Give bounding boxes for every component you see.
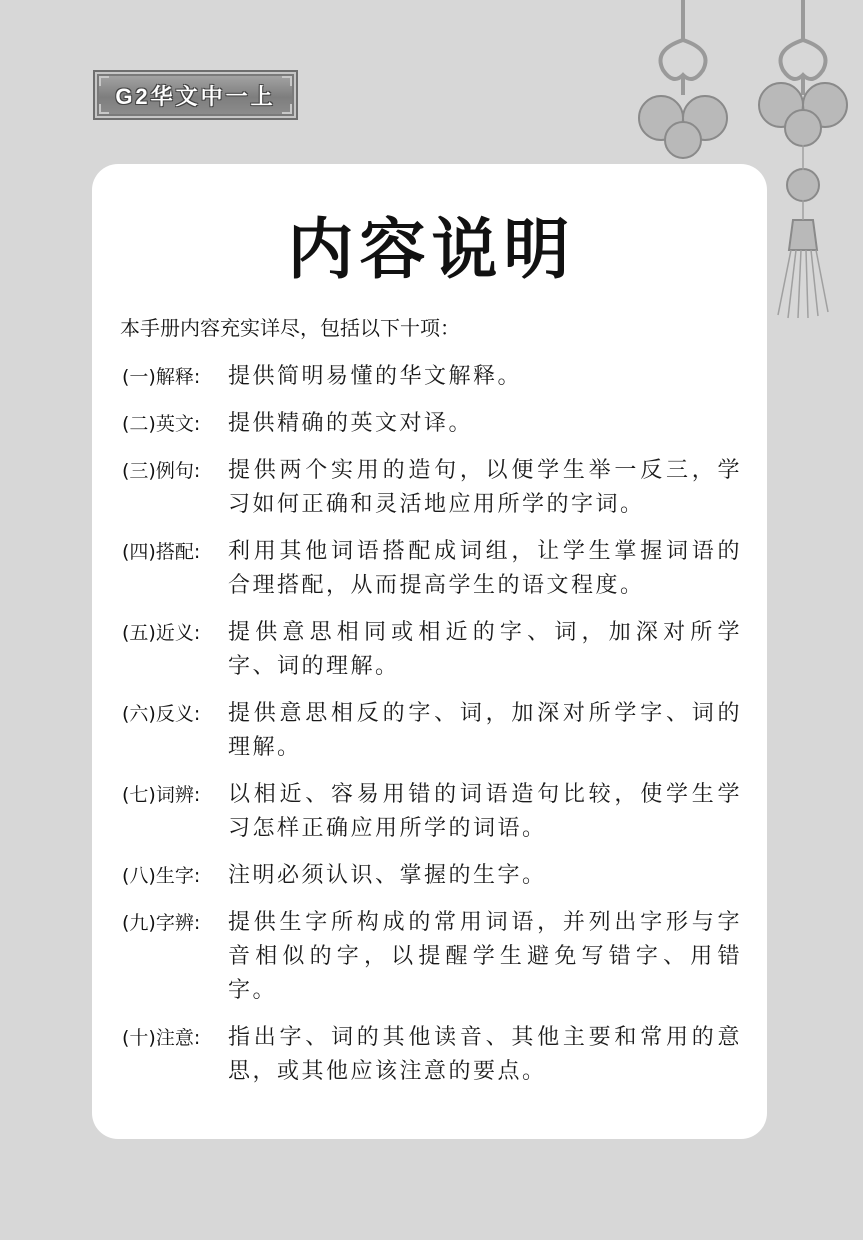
list-item xyxy=(122,859,742,893)
list-item xyxy=(122,1021,742,1089)
badge-corner xyxy=(99,104,109,114)
item-description: 提供精确的英文对译。 xyxy=(228,411,474,436)
item-label: (十)注意: xyxy=(122,1027,201,1049)
list-item xyxy=(122,697,742,765)
item-label: (一)解释: xyxy=(122,366,201,388)
item-label: (六)反义: xyxy=(122,703,201,725)
badge-corner xyxy=(99,76,109,86)
item-description: 提供简明易懂的华文解释。 xyxy=(228,364,523,389)
item-description: 提供两个实用的造句，以便学生举一反三，学习如何正确和灵活地应用所学的字词。 xyxy=(228,458,742,517)
item-description: 提供生字所构成的常用词语，并列出字形与字音相似的字，以提醒学生避免写错字、用错字。 xyxy=(228,910,742,1003)
item-label: (七)词辨: xyxy=(122,784,201,806)
list-item xyxy=(122,906,742,1008)
item-description: 利用其他词语搭配成词组，让学生掌握词语的合理搭配，从而提高学生的语文程度。 xyxy=(228,539,742,598)
item-description: 提供意思相反的字、词，加深对所学字、词的理解。 xyxy=(228,701,742,760)
item-description: 注明必须认识、掌握的生字。 xyxy=(228,863,547,888)
badge-corner xyxy=(282,104,292,114)
item-label: (二)英文: xyxy=(122,413,201,435)
item-label: (五)近义: xyxy=(122,622,201,644)
book-level-badge xyxy=(93,70,298,120)
list-item xyxy=(122,535,742,603)
item-description: 指出字、词的其他读音、其他主要和常用的意思，或其他应该注意的要点。 xyxy=(228,1025,742,1084)
list-item xyxy=(122,454,742,522)
page-title: 内容说明 xyxy=(287,211,576,288)
item-label: (三)例句: xyxy=(122,460,201,482)
list-item xyxy=(122,778,742,846)
item-description: 提供意思相同或相近的字、词，加深对所学字、词的理解。 xyxy=(228,620,742,679)
item-label: (八)生字: xyxy=(122,865,201,887)
item-description: 以相近、容易用错的词语造句比较，使学生学习怎样正确应用所学的词语。 xyxy=(228,782,742,841)
list-item xyxy=(122,407,742,441)
badge-text: G2华文中一上 xyxy=(115,83,276,109)
item-label: (九)字辨: xyxy=(122,912,201,934)
item-label: (四)搭配: xyxy=(122,541,201,563)
badge-corner xyxy=(282,76,292,86)
list-item xyxy=(122,616,742,684)
content-items-list xyxy=(122,360,742,1102)
intro-text: 本手册内容充实详尽，包括以下十项： xyxy=(120,316,460,340)
list-item xyxy=(122,360,742,394)
